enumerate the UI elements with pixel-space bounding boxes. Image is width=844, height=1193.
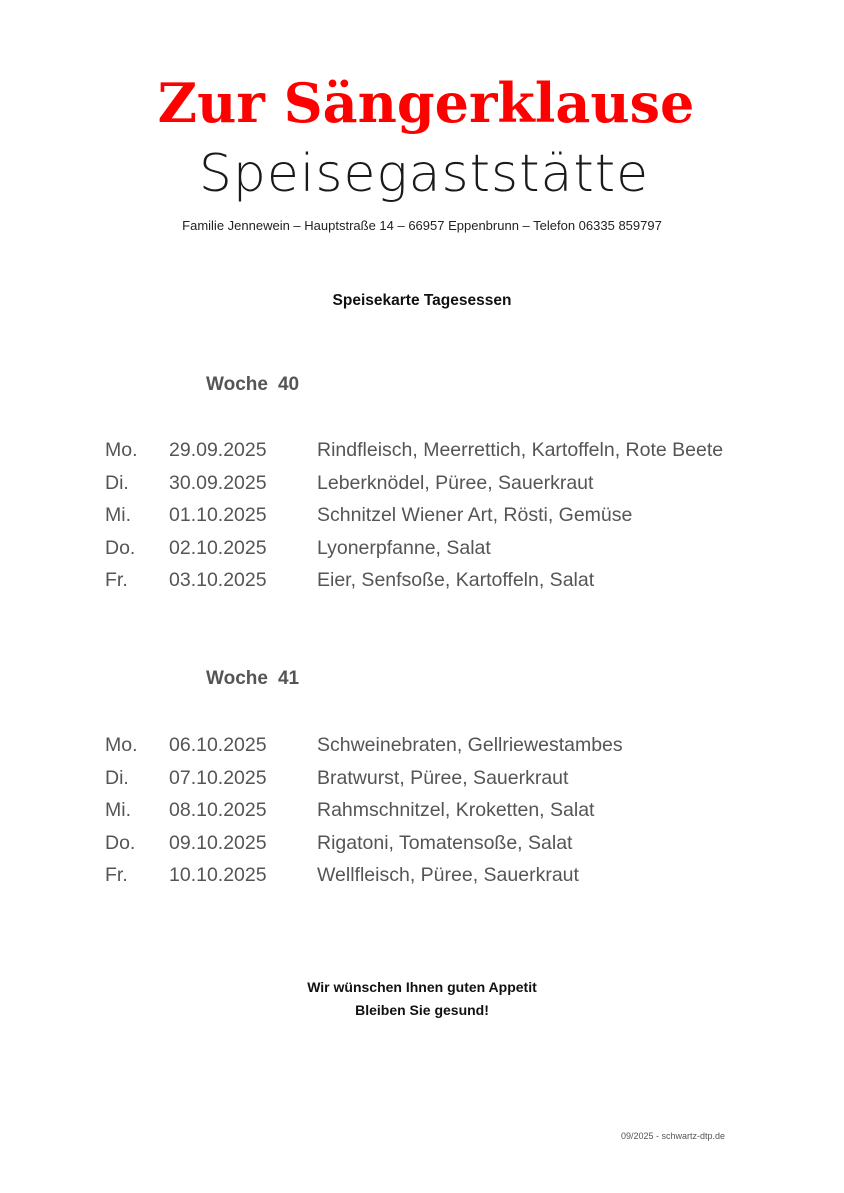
menu-dish: Eier, Senfsoße, Kartoffeln, Salat [317, 569, 595, 592]
menu-day: Do. [105, 831, 136, 854]
menu-day: Fr. [105, 864, 128, 887]
week-heading [206, 373, 299, 397]
footer-credit: 09/2025 - schwartz-dtp.de [621, 1131, 726, 1141]
restaurant-name: Zur Sängerklause [157, 71, 695, 135]
week-menu-list [105, 732, 805, 895]
menu-day: Mo. [105, 734, 138, 756]
menu-row [105, 535, 805, 568]
menu-dish: Rahmschnitzel, Kroketten, Salat [317, 799, 595, 822]
menu-row [105, 797, 805, 830]
menu-date: 30.09.2025 [169, 471, 267, 494]
menu-title: Speisekarte Tagesessen [332, 292, 512, 309]
menu-dish: Rigatoni, Tomatensoße, Salat [317, 831, 573, 854]
menu-row [105, 470, 805, 503]
menu-day: Mi. [105, 799, 131, 822]
menu-day: Do. [105, 536, 136, 559]
menu-dish: Leberknödel, Püree, Sauerkraut [317, 471, 594, 494]
menu-dish: Bratwurst, Püree, Sauerkraut [317, 766, 569, 789]
menu-row [105, 765, 805, 798]
restaurant-subtitle: Speisegaststätte [198, 144, 650, 204]
menu-day: Di. [105, 766, 129, 789]
menu-date: 07.10.2025 [169, 766, 267, 789]
menu-date: 02.10.2025 [169, 536, 267, 559]
menu-dish: Wellfleisch, Püree, Sauerkraut [317, 864, 579, 887]
menu-row [105, 567, 805, 600]
menu-date: 01.10.2025 [169, 504, 267, 527]
menu-date: 29.09.2025 [169, 439, 267, 461]
address-line: Familie Jennewein – Hauptstraße 14 – 66957 Eppenbrunn – Telefon 06335 859797 [182, 218, 662, 233]
menu-date: 06.10.2025 [169, 734, 267, 756]
week-number: 41 [277, 668, 300, 689]
menu-day: Fr. [105, 569, 128, 592]
menu-day: Di. [105, 471, 129, 494]
menu-date: 08.10.2025 [169, 799, 267, 822]
menu-dish: Rindfleisch, Meerrettich, Kartoffeln, Rote Beete [317, 439, 724, 461]
menu-row [105, 862, 805, 895]
menu-date: 10.10.2025 [169, 864, 267, 887]
closing-message [0, 976, 844, 1022]
menu-date: 03.10.2025 [169, 569, 267, 592]
menu-date: 09.10.2025 [169, 831, 267, 854]
menu-dish: Schweinebraten, Gellriewestambes [317, 734, 623, 756]
menu-dish: Lyonerpfanne, Salat [317, 536, 491, 559]
menu-day: Mo. [105, 439, 138, 461]
menu-dish: Schnitzel Wiener Art, Rösti, Gemüse [317, 504, 633, 527]
week-number: 40 [277, 374, 300, 395]
closing-line-gesund: Bleiben Sie gesund! [355, 1002, 489, 1018]
menu-row [105, 502, 805, 535]
week-heading [206, 667, 299, 691]
week-label: Woche [206, 374, 268, 395]
menu-day: Mi. [105, 504, 131, 527]
closing-line-appetit: Wir wünschen Ihnen guten Appetit [307, 979, 537, 995]
menu-row [105, 830, 805, 863]
menu-row [105, 437, 805, 470]
menu-row [105, 732, 805, 765]
week-menu-list [105, 437, 805, 600]
week-label: Woche [206, 668, 268, 689]
